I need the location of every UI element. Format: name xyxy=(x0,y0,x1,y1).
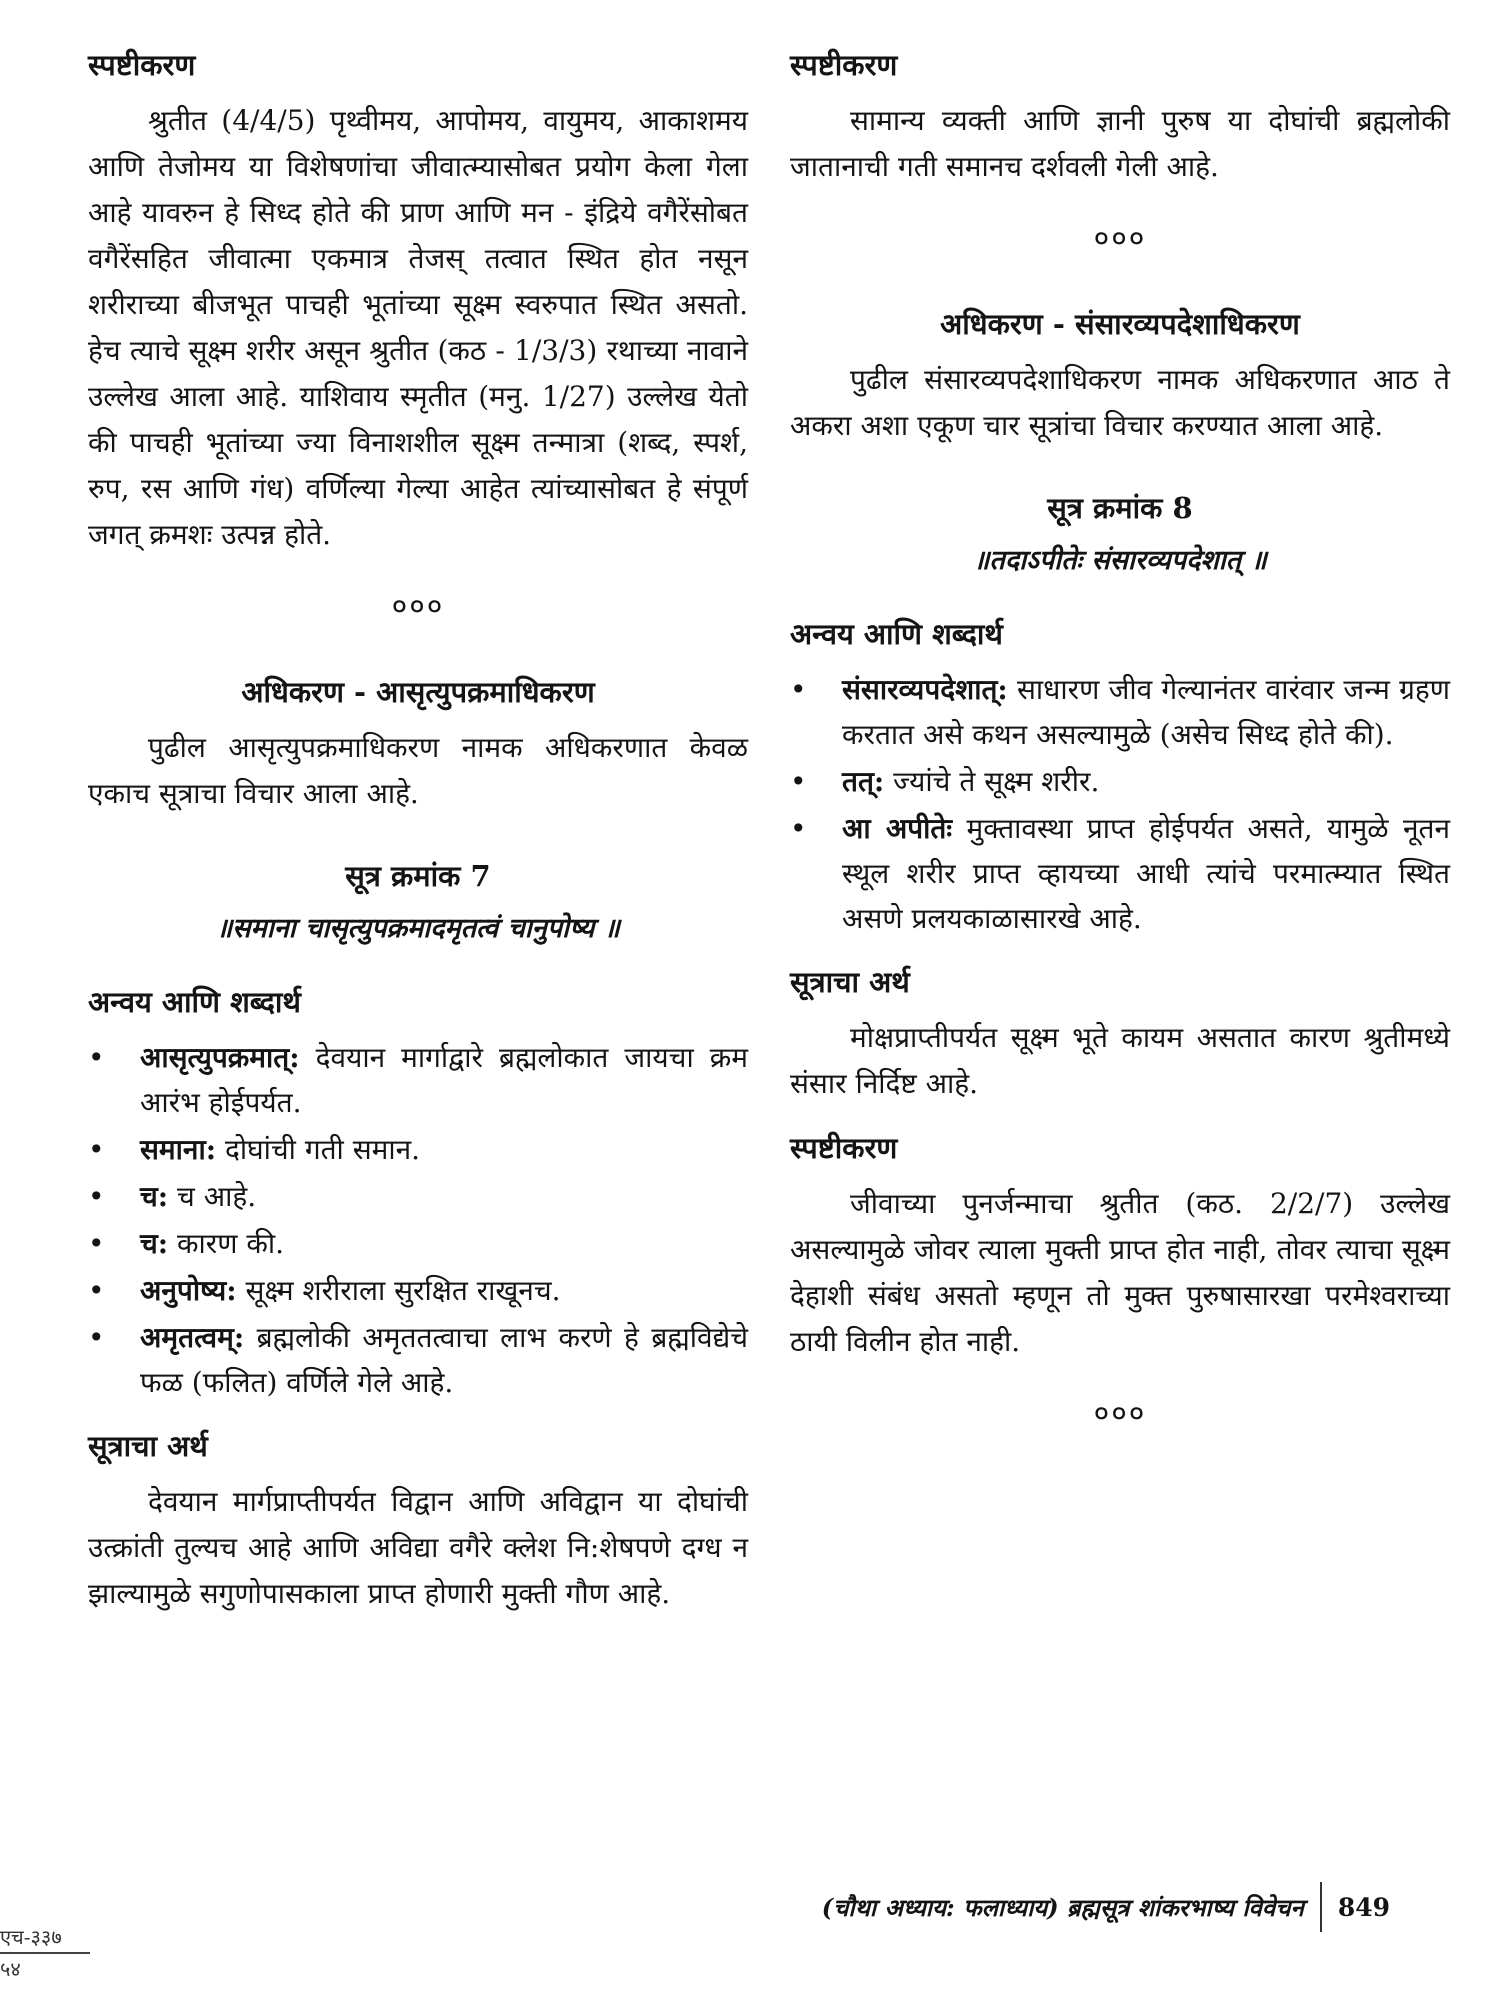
bullet-icon: • xyxy=(88,1227,105,1260)
list-item-term: अमृतत्वम्: xyxy=(140,1321,245,1354)
list-item xyxy=(88,1221,748,1266)
sutra-verse: ॥समाना चासृत्युपक्रमादमृतत्वं चानुपोष्य ॥ xyxy=(216,913,620,944)
left-column xyxy=(88,40,748,1625)
bullet-icon: • xyxy=(88,1321,105,1354)
bullet-icon: • xyxy=(88,1180,105,1213)
word-meaning-heading: अन्वय आणि शब्दार्थ xyxy=(790,617,1003,651)
list-item-text: ज्यांचे ते सूक्ष्म शरीर. xyxy=(884,765,1100,798)
sutra-number-heading: सूत्र क्रमांक 7 xyxy=(345,859,491,893)
section-heading-explanation: स्पष्टीकरण xyxy=(88,48,196,82)
list-item-text: मुक्तावस्था प्राप्त होईपर्यत असते, यामुळे नूतन स्थूल शरीर प्राप्त व्हायच्या आधी त्यांचे परमात्म्यात स्थित असणे प्रलयकाळासारखे आहे. xyxy=(842,812,1451,935)
sutra-number-heading: सूत्र क्रमांक 8 xyxy=(1047,491,1193,525)
section-separator: ००० xyxy=(391,589,445,624)
word-meaning-list xyxy=(88,1035,748,1405)
list-item-text: देवयान मार्गाद्वारे ब्रह्मलोकात जायचा क्रम आरंभ होईपर्यत. xyxy=(140,1041,748,1119)
list-item-term: तत्: xyxy=(842,765,885,798)
section-heading-explanation-2: स्पष्टीकरण xyxy=(790,1131,898,1165)
list-item-text: साधारण जीव गेल्यानंतर वारंवार जन्म ग्रहण करतात असे कथन असल्यामुळे (असेच सिध्द होते की). xyxy=(842,673,1450,751)
list-item xyxy=(88,1315,748,1405)
list-item xyxy=(88,1127,748,1172)
list-item xyxy=(790,759,1450,804)
adhikaran-heading: अधिकरण - संसारव्यपदेशाधिकरण xyxy=(940,307,1300,341)
sutra-meaning-paragraph: देवयान मार्गप्राप्तीपर्यत विद्वान आणि अविद्वान या दोघांची उत्क्रांती तुल्यच आहे आणि अविद्या वगैरे क्लेश नि:शेषपणे दग्ध न झाल्यामुळे सगुणोपासकाला प्राप्त होणारी मुक्ती गौण आहे. xyxy=(88,1485,748,1610)
print-code-line1: एच-३३७ xyxy=(0,1925,62,1949)
list-item xyxy=(88,1174,748,1219)
bullet-icon: • xyxy=(88,1041,105,1074)
print-code-line2: ५४ xyxy=(0,1957,21,1981)
word-meaning-heading: अन्वय आणि शब्दार्थ xyxy=(88,985,301,1019)
bullet-icon: • xyxy=(88,1133,105,1166)
page-footer xyxy=(822,1882,1390,1932)
adhikaran-paragraph: पुढील संसारव्यपदेशाधिकरण नामक अधिकरणात आठ ते अकरा अशा एकूण चार सूत्रांचा विचार करण्यात आला आहे. xyxy=(790,363,1450,442)
bullet-icon: • xyxy=(790,673,807,706)
adhikaran-heading: अधिकरण - आसृत्युपक्रमाधिकरण xyxy=(241,675,595,709)
list-item xyxy=(88,1268,748,1313)
sutra-meaning-paragraph: मोक्षप्राप्तीपर्यत सूक्ष्म भूते कायम असतात कारण श्रुतीमध्ये संसार निर्दिष्ट आहे. xyxy=(790,1021,1450,1100)
section-separator: ००० xyxy=(1093,221,1147,256)
running-footer-title: (चौथा अध्याय: फलाध्याय) ब्रह्मसूत्र शांकरभाष्य विवेचन xyxy=(821,1892,1304,1922)
word-meaning-list xyxy=(790,667,1450,941)
adhikaran-paragraph: पुढील आसृत्युपक्रमाधिकरण नामक अधिकरणात केवळ एकाच सूत्राचा विचार आला आहे. xyxy=(88,731,748,810)
list-item-term: च: xyxy=(140,1227,169,1260)
section-heading-explanation: स्पष्टीकरण xyxy=(790,48,898,82)
list-item-term: च: xyxy=(140,1180,169,1213)
list-item-text: च आहे. xyxy=(168,1180,257,1213)
list-item-term: आ अपीतेः xyxy=(842,812,953,845)
list-item xyxy=(790,806,1450,941)
bullet-icon: • xyxy=(790,812,807,845)
bullet-icon: • xyxy=(790,765,807,798)
explanation-paragraph: सामान्य व्यक्ती आणि ज्ञानी पुरुष या दोघांची ब्रह्मलोकी जातानाची गती समानच दर्शवली गेली आहे. xyxy=(790,104,1450,183)
list-item-text: कारण की. xyxy=(168,1227,285,1260)
page-number: 849 xyxy=(1337,1892,1390,1922)
section-separator: ००० xyxy=(1093,1396,1147,1431)
list-item-text: सूक्ष्म शरीराला सुरक्षित राखूनच. xyxy=(236,1274,561,1307)
list-item-term: समाना: xyxy=(140,1133,217,1166)
explanation-paragraph: श्रुतीत (4/4/5) पृथ्वीमय, आपोमय, वायुमय, आकाशमय आणि तेजोमय या विशेषणांचा जीवात्म्यासोबत प्रयोग केला गेला आहे यावरुन हे सिध्द होते की प्राण आणि मन - इंद्रिये वगैरेंसोबत वगैरेंसहित जीवात्मा एकमात्र तेजस् तत्वात स्थित होत नसून शरीराच्या बीजभूत पाचही भूतांच्या सूक्ष्म स्वरुपात स्थित असतो. हेच त्याचे सूक्ष्म शरीर असून श्रुतीत (कठ - 1/3/3) रथाच्या नावाने उल्लेख आला आहे. याशिवाय स्मृतीत (मनु. 1/27) उल्लेख येतो की पाचही भूतांच्या ज्या विनाशशील सूक्ष्म तन्मात्रा (शब्द, स्पर्श, रुप, रस आणि गंध) वर्णिल्या गेल्या आहेत त्यांच्यासोबत हे संपूर्ण जगत् क्रमशः उत्पन्न होते. xyxy=(88,104,748,551)
sutra-meaning-heading: सूत्राचा अर्थ xyxy=(790,965,910,999)
list-item-term: आसृत्युपक्रमात्: xyxy=(140,1041,300,1074)
sutra-verse: ॥तदाऽपीतेः संसारव्यपदेशात् ॥ xyxy=(973,545,1267,576)
list-item-term: संसारव्यपदेशात्: xyxy=(842,673,1008,706)
list-item xyxy=(790,667,1450,757)
right-column xyxy=(790,40,1450,1480)
print-code-divider xyxy=(0,1952,90,1954)
list-item-term: अनुपोष्य: xyxy=(140,1274,237,1307)
bullet-icon: • xyxy=(88,1274,105,1307)
sutra-meaning-heading: सूत्राचा अर्थ xyxy=(88,1429,208,1463)
print-code xyxy=(0,1924,90,1982)
list-item xyxy=(88,1035,748,1125)
explanation-paragraph-2: जीवाच्या पुनर्जन्माचा श्रुतीत (कठ. 2/2/7) उल्लेख असल्यामुळे जोवर त्याला मुक्ती प्राप्त होत नाही, तोवर त्याचा सूक्ष्म देहाशी संबंध असतो म्हणून तो मुक्त पुरुषासारखा परमेश्वराच्या ठायी विलीन होत नाही. xyxy=(790,1187,1450,1358)
list-item-text: दोघांची गती समान. xyxy=(216,1133,421,1166)
list-item-text: ब्रह्मलोकी अमृततत्वाचा लाभ करणे हे ब्रह्मविद्येचे फळ (फलित) वर्णिले गेले आहे. xyxy=(140,1321,748,1399)
